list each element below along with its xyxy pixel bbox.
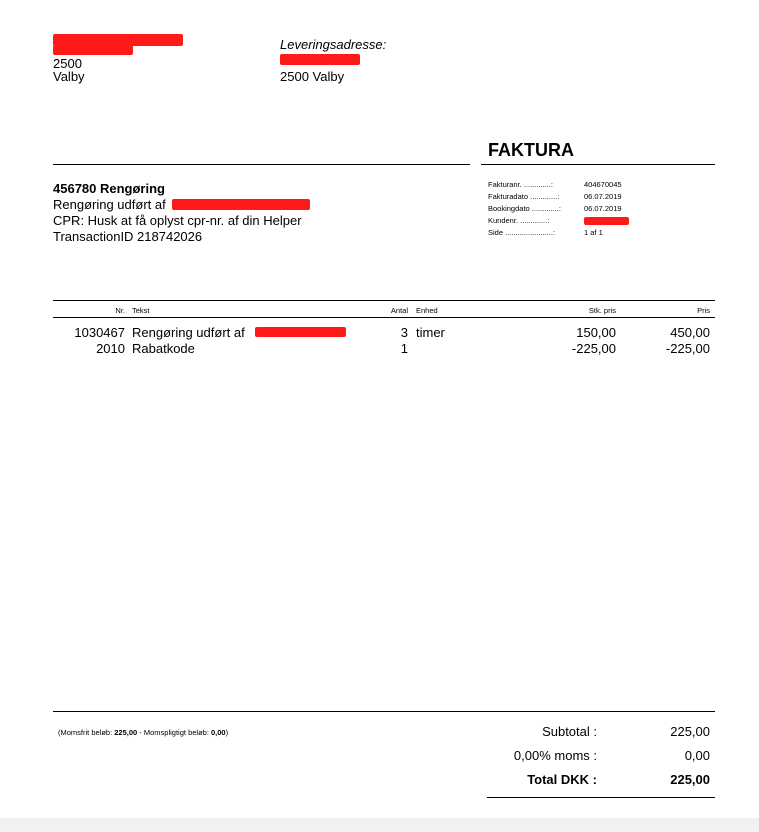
col-header-tekst: Tekst [132,306,150,315]
sender-postal: 2500 [53,56,82,71]
col-header-enhed: Enhed [416,306,438,315]
cell-antal: 1 [400,341,408,356]
document-title: FAKTURA [488,140,574,160]
cell-tekst: Rabatkode [132,341,195,356]
cell-stk-pris: -225,00 [571,341,616,356]
cell-antal: 3 [400,325,408,340]
cell-nr: 2010 [96,341,125,356]
delivery-address-label: Leveringsadresse: [280,37,387,52]
title-underline [481,164,715,165]
moms-value: 0,00 [684,748,710,763]
customer-line-1: 456780 Rengøring [53,181,165,196]
cell-pris: 450,00 [670,325,710,340]
meta-label: Bookingdato .............: [488,204,561,213]
redacted-delivery-name [280,54,360,65]
col-header-pris: Pris [697,306,710,315]
moms-label: 0,00% moms : [513,748,597,763]
meta-value: 404670045 [584,180,622,189]
meta-label: Kundenr. .............: [488,216,550,225]
meta-label: Fakturadato .............: [488,192,560,201]
customer-line-3: CPR: Husk at få oplyst cpr-nr. af din Helper [53,213,302,228]
redacted-sender-street [53,45,133,55]
table-top-rule [53,300,715,301]
delivery-city-line: 2500 Valby [280,69,345,84]
cell-nr: 1030467 [74,325,125,340]
redacted-customer-helper [172,199,310,210]
vat-note-part3: ) [225,728,229,737]
subtotal-label: Subtotal : [542,724,597,739]
meta-label: Fakturanr. .............: [488,180,554,189]
total-label: Total DKK : [527,772,597,787]
viewer-bottom-edge [0,818,759,832]
col-header-antal: Antal [390,306,408,315]
sender-city: Valby [53,69,85,84]
cell-enhed: timer [416,325,445,340]
vat-breakdown-note [58,728,228,737]
cell-pris: -225,00 [665,341,710,356]
cell-stk-pris: 150,00 [576,325,616,340]
meta-value: 1 af 1 [584,228,603,237]
momsfrit-amount: 225,00 [114,728,138,737]
redacted-customer-number [584,217,629,225]
footer-top-rule [53,711,715,712]
table-header-rule [53,317,715,318]
customer-line-2: Rengøring udført af [53,197,166,212]
meta-value: 06.07.2019 [584,204,622,213]
customer-line-4: TransactionID 218742026 [53,229,203,244]
subtotal-value: 225,00 [670,724,710,739]
meta-label: Side .......................: [488,228,556,237]
total-underline [487,797,715,798]
cell-tekst: Rengøring udført af [132,325,245,340]
meta-value: 06.07.2019 [584,192,622,201]
customer-top-rule [53,164,470,165]
total-value: 225,00 [670,772,710,787]
redacted-row-helper [255,327,346,337]
col-header-nr: Nr. [115,306,125,315]
momspligtigt-amount: 0,00 [211,728,226,737]
vat-note-part2: - Momspligtigt beløb: [137,728,211,737]
vat-note-part1: (Momsfrit beløb: [58,728,115,737]
col-header-stk-pris: Stk. pris [588,306,616,315]
